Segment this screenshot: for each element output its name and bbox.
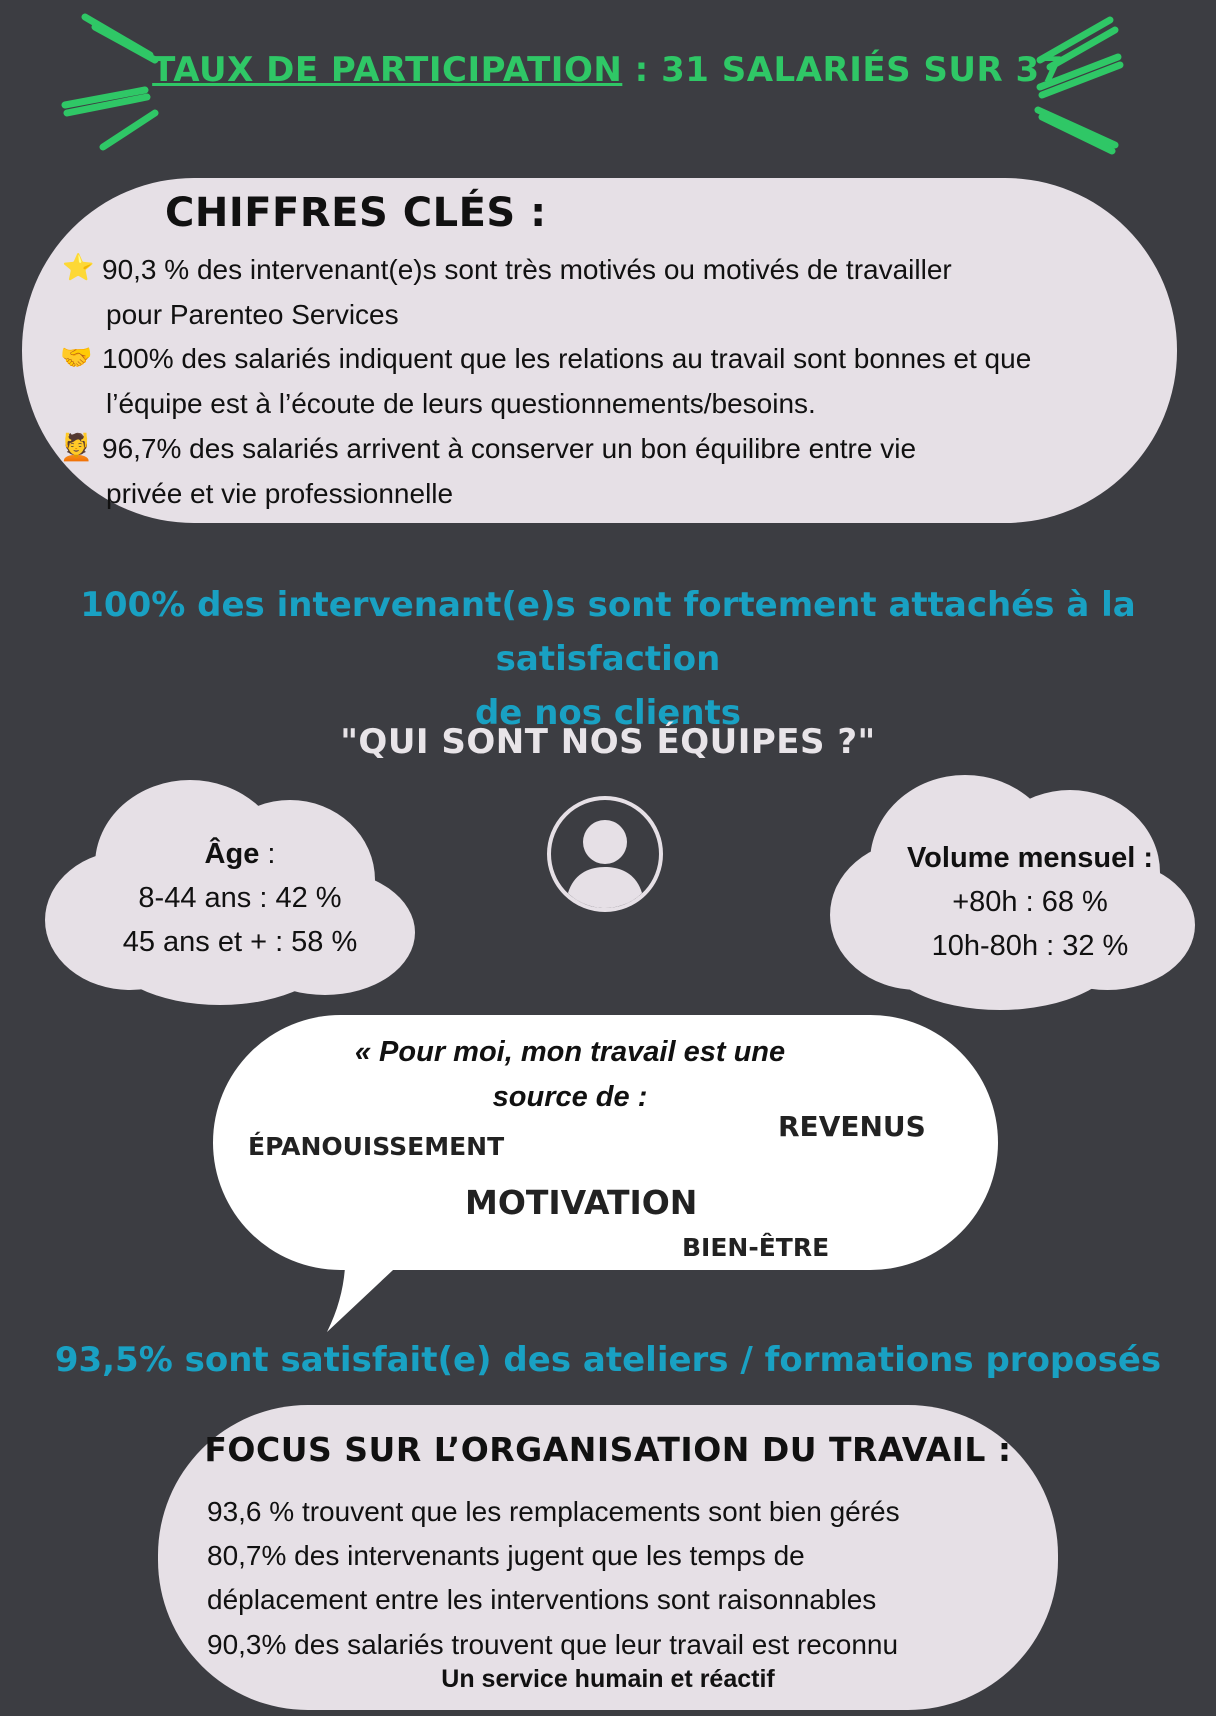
word-bien-etre: BIEN-ÊTRE — [682, 1233, 830, 1262]
key-figure-2-line1: 100% des salariés indiquent que les relations au travail sont bonnes et que — [102, 343, 1032, 374]
quote-line-1: « Pour moi, mon travail est une — [354, 1036, 786, 1068]
key-figure-1-line1: 90,3 % des intervenant(e)s sont très motivés ou motivés de travailler — [102, 254, 952, 285]
age-block — [95, 832, 385, 964]
teams-title: "QUI SONT NOS ÉQUIPES ?" — [340, 722, 876, 762]
focus-line-4: 90,3% des salariés trouvent que leur travail est reconnu — [207, 1629, 899, 1660]
quote-line-2: source de : — [492, 1081, 648, 1113]
word-motivation: MOTIVATION — [465, 1183, 698, 1222]
volume-label: Volume mensuel : — [906, 842, 1154, 874]
focus-line-3: déplacement entre les interventions sont raisonnables — [207, 1584, 877, 1615]
word-revenus: REVENUS — [778, 1110, 926, 1143]
key-figure-1-line2: pour Parenteo Services — [106, 299, 399, 330]
volume-row-1: +80h : 68 % — [952, 886, 1108, 918]
focus-line-1: 93,6 % trouvent que les remplacements sont bien gérés — [207, 1496, 900, 1527]
star-icon: ⭐ — [62, 252, 95, 282]
focus-line-2: 80,7% des intervenants jugent que les temps de — [207, 1540, 805, 1571]
key-figure-2-line2: l’équipe est à l’écoute de leurs questionnements/besoins. — [106, 388, 816, 419]
training-satisfaction-statement: 93,5% sont satisfait(e) des ateliers / formations proposés — [54, 1340, 1162, 1380]
volume-block — [880, 836, 1180, 968]
participation-label: TAUX DE PARTICIPATION — [152, 50, 623, 90]
client-satisfaction-statement — [0, 578, 1216, 740]
age-row-1: 8-44 ans : 42 % — [138, 882, 342, 914]
key-figures-title: CHIFFRES CLÉS : — [165, 190, 547, 236]
client-satisfaction-line1: 100% des intervenant(e)s sont fortement attachés à la satisfaction — [80, 585, 1136, 679]
participation-header — [0, 50, 1216, 90]
age-label-suffix: : — [259, 838, 276, 870]
wellbeing-icon: 💆 — [60, 432, 93, 462]
word-epanouissement: ÉPANOUISSEMENT — [248, 1132, 505, 1161]
handshake-icon: 🤝 — [60, 342, 93, 372]
volume-row-2: 10h-80h : 32 % — [931, 930, 1129, 962]
focus-title: FOCUS SUR L’ORGANISATION DU TRAVAIL : — [204, 1430, 1012, 1469]
key-figure-3-line1: 96,7% des salariés arrivent à conserver un bon équilibre entre vie — [102, 433, 917, 464]
user-avatar-icon — [546, 795, 664, 913]
client-satisfaction-line2: de nos clients — [474, 693, 742, 733]
age-label: Âge — [204, 838, 260, 870]
key-figure-3-line2: privée et vie professionnelle — [106, 478, 454, 509]
age-row-2: 45 ans et + : 58 % — [122, 926, 358, 958]
quote-text — [280, 1030, 860, 1120]
focus-tagline: Un service humain et réactif — [441, 1665, 775, 1693]
participation-value: : 31 SALARIÉS SUR 37 — [622, 50, 1064, 90]
